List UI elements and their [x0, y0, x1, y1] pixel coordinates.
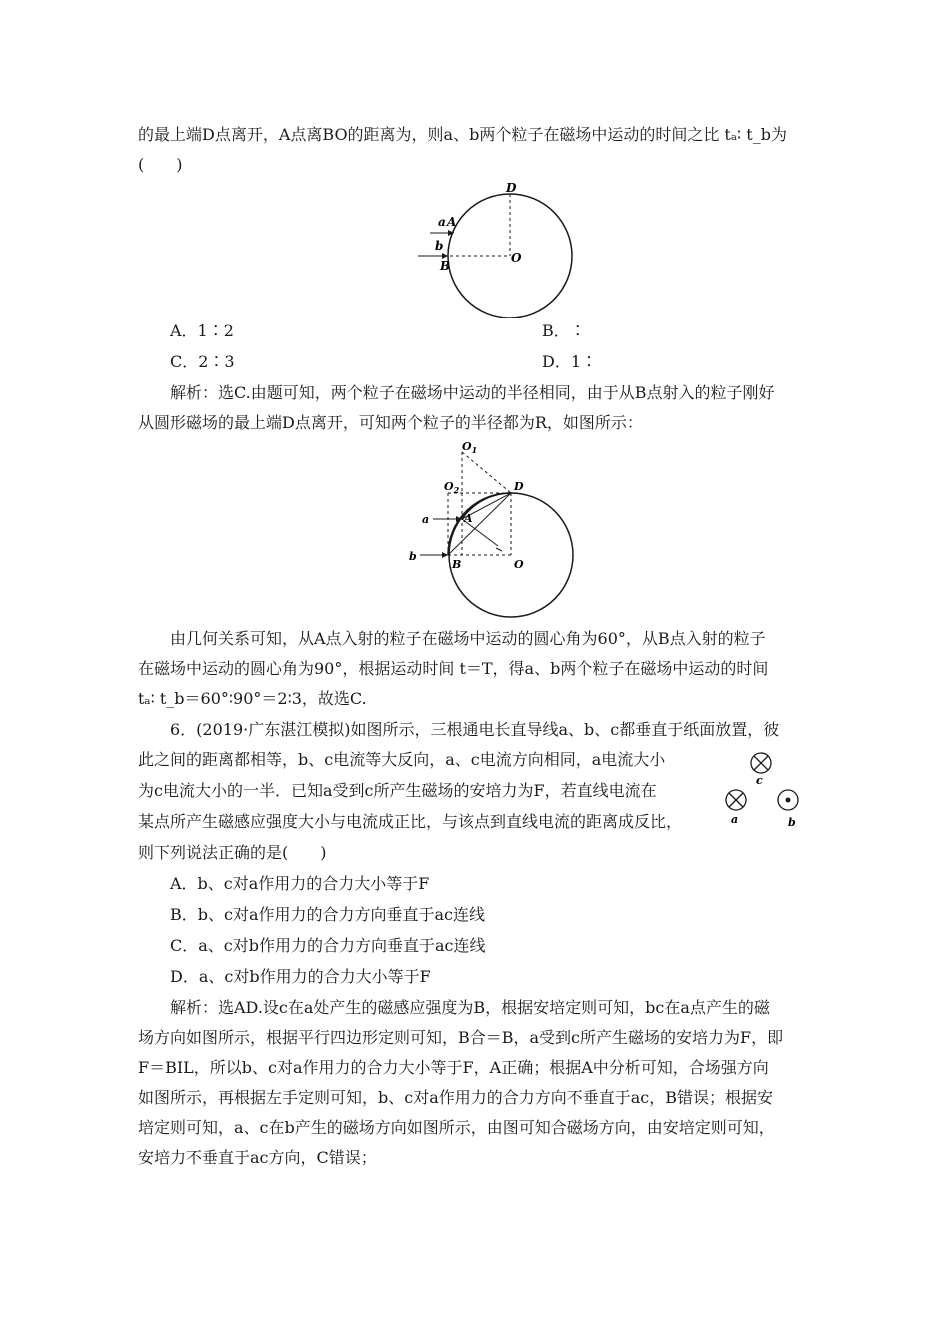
label-A-solution: A: [464, 512, 473, 525]
q6-analysis-line-3: F＝BIL，所以b、c对a作用力的合力大小等于F，A正确；根据A中分析可知，合场强方向: [138, 1058, 769, 1077]
q6-stem-line-3: 为c电流大小的一半．已知a受到c所产生磁场的安培力为F，若直线电流在: [138, 781, 657, 800]
q6-analysis-line-6: 安培力不垂直于ac方向，C错误；: [138, 1148, 377, 1167]
q5-stem-line-2: ( ): [138, 155, 183, 174]
label-o2: $O_2$: [444, 480, 460, 495]
label-c-wire: c: [756, 774, 763, 787]
q6-analysis-line-2: 场方向如图所示，根据平行四边形定则可知，B合＝B，a受到c所产生磁场的安培力为F，即: [138, 1028, 784, 1047]
q6-analysis-line-1: 解析：选AD.设c在a处产生的磁感应强度为B，根据安培定则可知，bc在a点产生的磁: [170, 998, 770, 1017]
q6-option-d: D．a、c对b作用力的合力大小等于F: [170, 967, 431, 986]
label-O-solution: O: [514, 558, 524, 571]
label-b-wire: b: [788, 816, 796, 829]
label-D-solution: D: [514, 480, 524, 493]
q5-stem-line-1: 的最上端D点离开，A点离BO的距离为，则a、b两个粒子在磁场中运动的时间之比 tₐ∶ t_b为: [138, 125, 787, 144]
label-b-solution: b: [409, 550, 417, 563]
label-D: D: [506, 181, 517, 195]
wire-a-into-page-icon: [726, 790, 746, 810]
q6-stem-line-5: 则下列说法正确的是( ): [138, 843, 327, 862]
q6-option-c: C．a、c对b作用力的合力方向垂直于ac连线: [170, 936, 486, 955]
label-B: B: [440, 259, 451, 273]
q6-option-a: A．b、c对a作用力的合力大小等于F: [170, 874, 430, 893]
q5-figure-solution: [400, 440, 590, 625]
q6-figure-wires: [718, 748, 814, 834]
label-b: b: [435, 239, 444, 253]
q5-analysis-line-3: 由几何关系可知，从A点入射的粒子在磁场中运动的圆心角为60°，从B点入射的粒子: [170, 629, 766, 648]
q5-option-a: A．1∶2: [170, 321, 234, 340]
label-a-solution: a: [422, 513, 430, 526]
label-B-solution: B: [452, 558, 462, 571]
label-o1: $O_1$: [462, 440, 478, 455]
label-O: O: [511, 251, 522, 265]
angle-mark: [496, 548, 502, 551]
q5-analysis-line-1: 解析：选C.由题可知，两个粒子在磁场中运动的半径相同，由于从B点射入的粒子刚好: [170, 383, 775, 402]
q5-figure-circle: [410, 178, 590, 318]
q6-stem-line-4: 某点所产生磁感应强度大小与电流成正比，与该点到直线电流的距离成反比，: [138, 812, 683, 831]
q5-option-d: D．1∶: [542, 352, 598, 371]
arrow-b-solution-head: [442, 552, 448, 558]
wire-b-out-of-page-icon: [778, 790, 798, 810]
q5-analysis-line-4: 在磁场中运动的圆心角为90°，根据运动时间 t＝T，得a、b两个粒子在磁场中运动的时间: [138, 659, 769, 678]
q6-analysis-line-4: 如图所示，再根据左手定则可知，b、c对a作用力的合力方向不垂直于ac，B错误；根据安: [138, 1088, 774, 1107]
q6-stem-line-1: 6．(2019·广东湛江模拟)如图所示，三根通电长直导线a、b、c都垂直于纸面放置，彼: [170, 720, 780, 739]
dashed-o1-d: [462, 452, 511, 493]
q5-analysis-line-5: tₐ∶ t_b＝60°∶90°＝2∶3，故选C.: [138, 689, 367, 708]
q5-option-c: C．2∶3: [170, 352, 235, 371]
q5-option-b: B．∶: [542, 321, 586, 340]
label-a: a: [438, 215, 446, 229]
q6-analysis-line-5: 培定则可知，a、c在b产生的磁场方向如图所示，由图可知合磁场方向，由安培定则可知，: [138, 1118, 775, 1137]
label-a-wire: a: [731, 813, 739, 826]
q5-analysis-line-2: 从圆形磁场的最上端D点离开，可知两个粒子的半径都为R，如图所示：: [138, 413, 643, 432]
q6-option-b: B．b、c对a作用力的合力方向垂直于ac连线: [170, 905, 486, 924]
label-A: A: [447, 215, 457, 229]
q6-stem-line-2: 此之间的距离都相等，b、c电流等大反向，a、c电流方向相同，a电流大小: [138, 750, 666, 769]
wire-c-into-page-icon: [751, 753, 771, 773]
